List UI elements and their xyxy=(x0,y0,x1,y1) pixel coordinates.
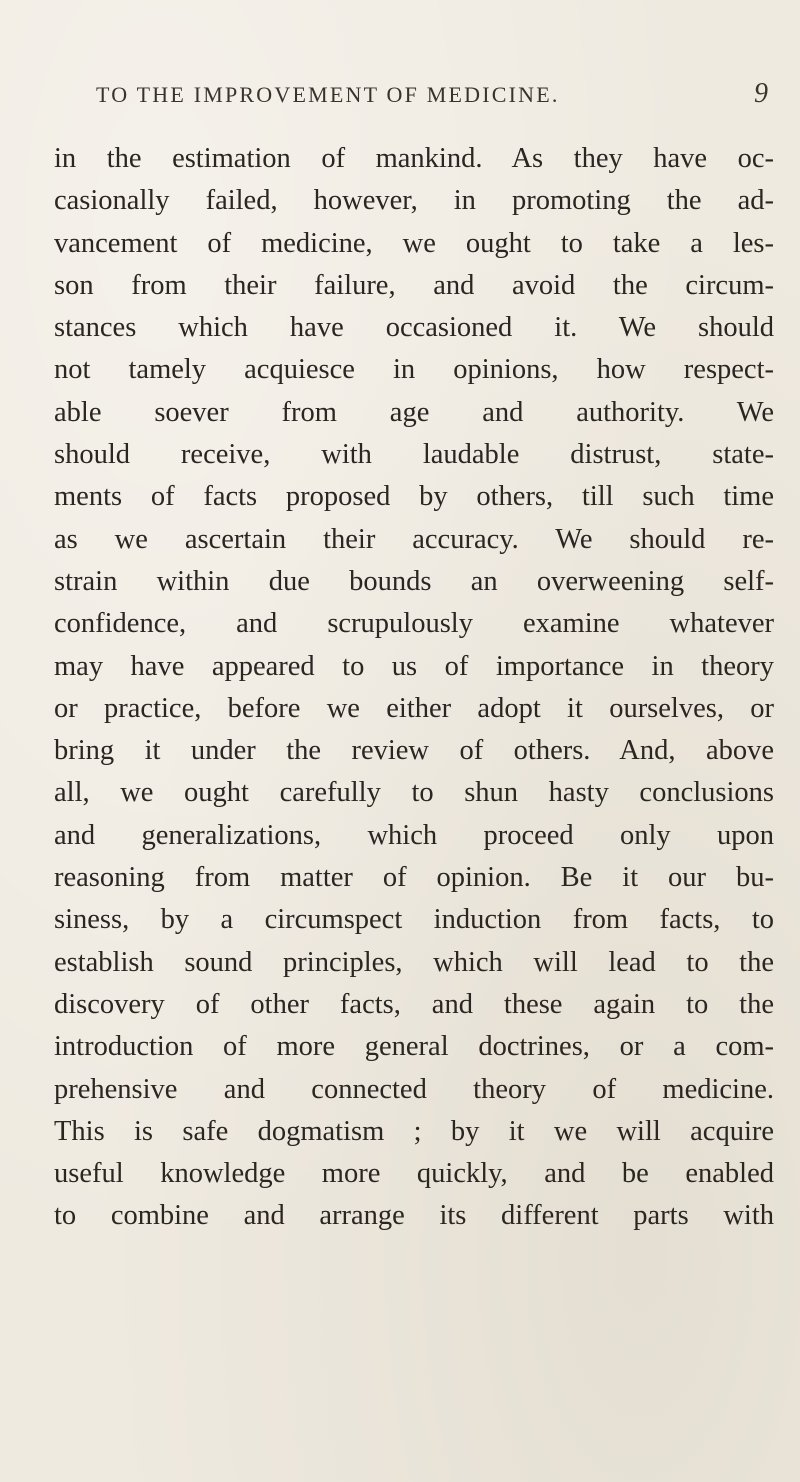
text-line: may have appeared to us of importance in theory xyxy=(54,650,774,682)
text-line: This is safe dogmatism ; by it we will acquire xyxy=(54,1115,774,1147)
body-text xyxy=(54,138,774,1238)
text-line: stances which have occasioned it. We should xyxy=(54,312,774,344)
text-line: confidence, and scrupulously examine whatever xyxy=(54,608,774,640)
running-title: TO THE IMPROVEMENT OF MEDICINE. xyxy=(96,82,560,107)
text-line: son from their failure, and avoid the circum- xyxy=(54,269,774,301)
text-line: useful knowledge more quickly, and be enabled xyxy=(54,1158,774,1190)
text-line: casionally failed, however, in promoting the ad- xyxy=(54,185,774,217)
text-line: discovery of other facts, and these again to the xyxy=(54,988,774,1020)
page-number: 9 xyxy=(754,78,768,109)
text-line: prehensive and connected theory of medicine. xyxy=(54,1073,774,1105)
text-line: establish sound principles, which will lead to the xyxy=(54,946,774,978)
text-line: not tamely acquiesce in opinions, how respect- xyxy=(54,354,774,386)
text-line: in the estimation of mankind. As they have oc- xyxy=(54,143,774,174)
text-line: ments of facts proposed by others, till such time xyxy=(54,481,774,513)
text-line: introduction of more general doctrines, or a com- xyxy=(54,1031,774,1063)
text-line: all, we ought carefully to shun hasty conclusions xyxy=(54,777,774,809)
text-line: bring it under the review of others. And, above xyxy=(54,735,774,767)
text-line: vancement of medicine, we ought to take a les- xyxy=(54,227,774,259)
text-line: and generalizations, which proceed only upon xyxy=(54,819,774,851)
running-head xyxy=(96,78,768,122)
text-line: should receive, with laudable distrust, state- xyxy=(54,439,774,471)
text-line: siness, by a circumspect induction from facts, to xyxy=(54,904,774,936)
text-line: strain within due bounds an overweening self- xyxy=(54,565,774,597)
text-line: as we ascertain their accuracy. We should re- xyxy=(54,523,774,555)
text-line: or practice, before we either adopt it ourselves, or xyxy=(54,692,774,724)
text-line: reasoning from matter of opinion. Be it our bu- xyxy=(54,862,774,894)
text-line: to combine and arrange its different parts with xyxy=(54,1200,774,1232)
text-line: able soever from age and authority. We xyxy=(54,396,774,428)
